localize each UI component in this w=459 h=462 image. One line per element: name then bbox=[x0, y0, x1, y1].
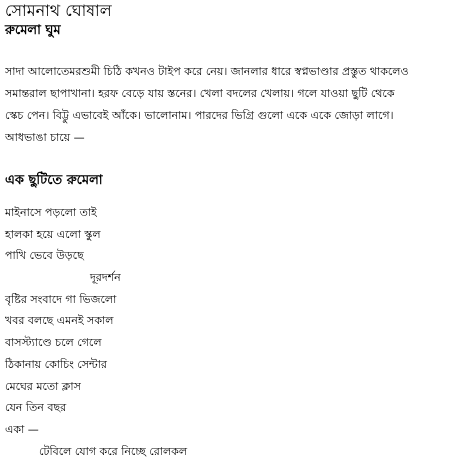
poem-line: যেন তিন বছর bbox=[5, 401, 67, 415]
poem-line: দূরদর্শন bbox=[90, 271, 121, 285]
paragraph-line: স্কেচ পেন। বিট্টু এভাবেই আঁকে। ভালোনাম। পারদের ভিগ্রি গুলো একে একে জোড়া লাগে। bbox=[5, 109, 394, 122]
prose-paragraph bbox=[5, 61, 457, 149]
poem-line: ঠিকানায় কোচিং সেন্টার bbox=[5, 357, 107, 371]
poem-line: খবর বলছে এমনই সকাল bbox=[5, 314, 114, 328]
poem-line: মাইনাসে পড়লো তাই bbox=[5, 206, 97, 219]
poem-line: একা — bbox=[5, 422, 39, 436]
poem-line: হালকা হয়ে এলো স্কুল bbox=[5, 227, 101, 241]
poem-line: বৃষ্টির সংবাদে গা ভিজলো bbox=[5, 292, 117, 306]
poem-line: বাসস্ট্যাণ্ডে চলে গেলে bbox=[5, 336, 102, 350]
poem-line: পাখি ভেবে উড়ছে bbox=[5, 249, 84, 263]
section-title-ek-chhutite-rumela: এক ছুটিতে রুমেলা bbox=[5, 173, 103, 188]
author-name: সোমনাথ ঘোষাল bbox=[5, 1, 112, 20]
paragraph-line: সাদা আলোতেমরশুমী চিঠি কখনও টাইপ করে নেয়। জানলার ধারে স্বপ্নভাণ্ডার প্রস্তুত থাকলেও bbox=[5, 65, 409, 78]
poem-line: মেঘের মতো ক্লাস bbox=[5, 379, 81, 393]
section-title-rumela-ghum: রুমেলা ঘুম bbox=[5, 23, 61, 38]
paragraph-line: সমান্তরাল ছাপাখানা। হরফ বেড়ে যায় স্তনের। খেলা বদলের খেলায়। গলে যাওয়া ছুটি থেকে bbox=[5, 87, 395, 100]
poem-line: টেবিলে যোগ করে নিচ্ছে রোলকল bbox=[39, 444, 188, 458]
poem-body bbox=[5, 202, 457, 462]
paragraph-line: আধভাঙা চায়ে — bbox=[5, 131, 85, 144]
